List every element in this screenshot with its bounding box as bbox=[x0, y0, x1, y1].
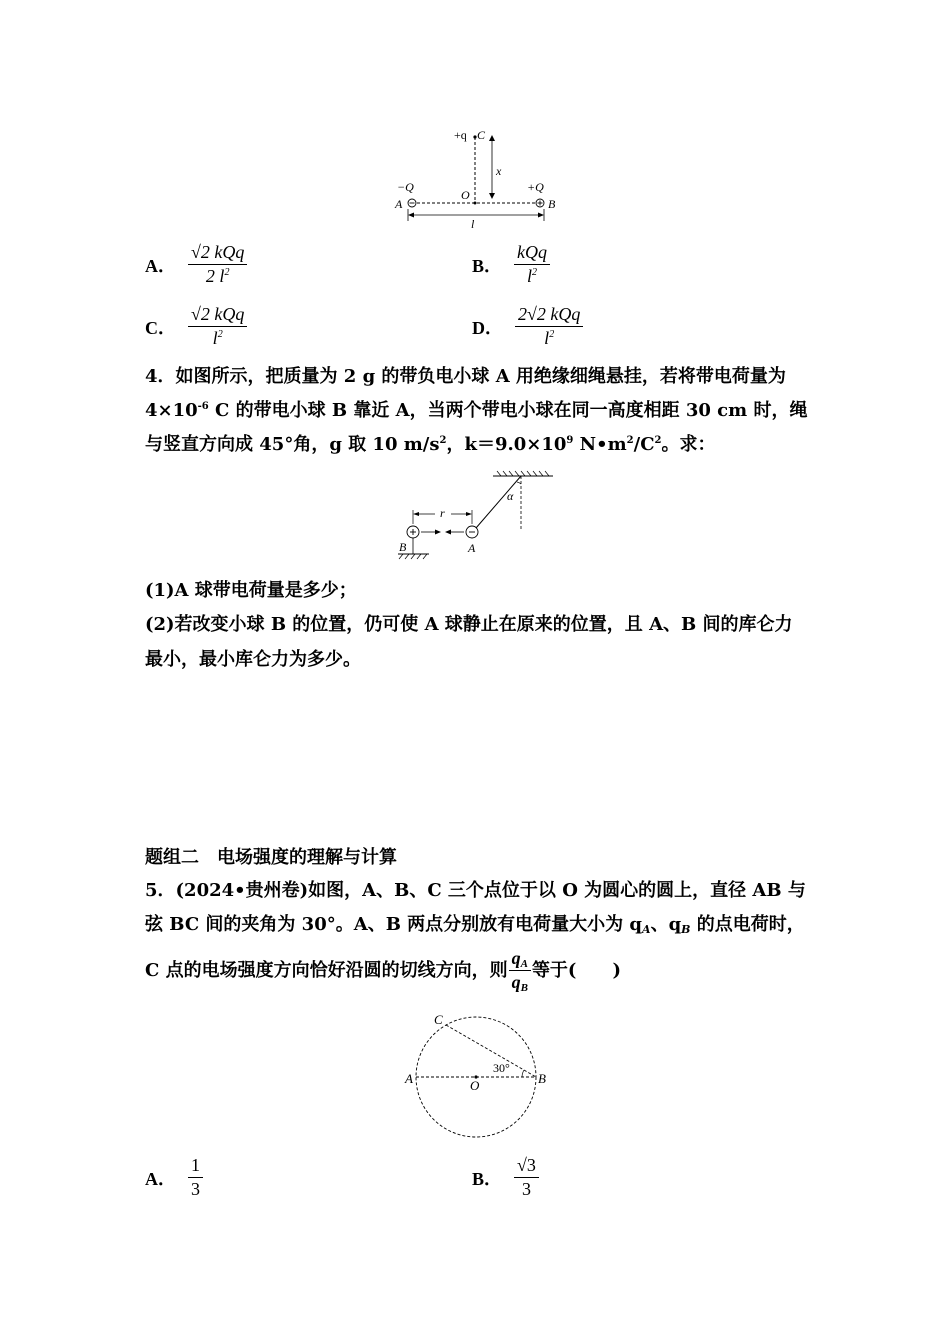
fig1-x-label: x bbox=[496, 164, 502, 178]
q4-line-3-c: N•m bbox=[573, 434, 627, 455]
q5-ratio-num-sub: A bbox=[520, 958, 528, 970]
figure-hanging-ball-diagram bbox=[393, 468, 558, 560]
fig2-b: B bbox=[399, 540, 407, 554]
option-b-fraction bbox=[514, 242, 550, 287]
option-a-fraction bbox=[188, 242, 247, 287]
q4-sub-1: (1)A 球带电荷量是多少； bbox=[145, 580, 357, 601]
q4-line-1: 4．如图所示，把质量为 2 g 的带负电小球 A 用绝缘细绳悬挂，若将带电荷量为 bbox=[145, 366, 786, 387]
fig1-point-a: A bbox=[395, 197, 403, 211]
q5-ratio-den-sub: B bbox=[520, 982, 528, 994]
option-d-numerator: 2√2 kQq bbox=[515, 304, 583, 327]
fig2-a: A bbox=[468, 541, 476, 555]
option-c-den-exp: 2 bbox=[217, 329, 223, 340]
fig3-angle: 30° bbox=[493, 1061, 510, 1075]
q5-option-b-label: B． bbox=[472, 1168, 503, 1189]
section-title: 题组二 电场强度的理解与计算 bbox=[145, 847, 397, 868]
q5-line-2-sub1: A bbox=[642, 923, 651, 936]
option-b-denominator: l bbox=[527, 266, 533, 286]
q4-sub-2-line-2: 最小，最小库仑力为多少。 bbox=[145, 649, 361, 670]
q5-option-b[interactable] bbox=[472, 1155, 539, 1200]
fig3-o: O bbox=[470, 1078, 480, 1093]
option-b-label: B． bbox=[472, 255, 503, 276]
q4-sub-2-line-1: (2)若改变小球 B 的位置，仍可使 A 球静止在原来的位置，且 A、B 间的库仑力 bbox=[145, 614, 793, 635]
option-d-fraction bbox=[515, 304, 583, 349]
fig2-alpha: α bbox=[507, 489, 514, 503]
fig1-left-charge: −Q bbox=[397, 180, 414, 194]
option-c-label: C． bbox=[145, 317, 176, 338]
q4-line-3-exp2: 9 bbox=[566, 435, 574, 446]
option-c-denominator: l bbox=[212, 328, 218, 348]
q5-ratio-num: q bbox=[511, 948, 521, 968]
q5-line-2-b: 、q bbox=[650, 914, 682, 935]
option-c-fraction bbox=[188, 304, 247, 349]
option-d[interactable] bbox=[472, 304, 583, 349]
option-a[interactable] bbox=[145, 242, 247, 287]
option-c-numerator: √2 kQq bbox=[188, 304, 247, 327]
q5-line-3-a: C 点的电场强度方向恰好沿圆的切线方向，则 bbox=[145, 959, 508, 981]
fig2-r: r bbox=[440, 506, 445, 520]
q4-line-3 bbox=[145, 436, 716, 454]
q5-ratio-den: q bbox=[511, 972, 521, 992]
fig1-top-charge: +q bbox=[454, 128, 467, 142]
option-d-label: D． bbox=[472, 317, 503, 338]
q5-line-2-a: 弦 BC 间的夹角为 30°。A、B 两点分别放有电荷量大小为 q bbox=[145, 914, 643, 935]
q5-line-3 bbox=[145, 948, 621, 993]
option-a-numerator: √2 kQq bbox=[188, 242, 247, 265]
q5-option-b-fraction bbox=[514, 1155, 539, 1200]
q5-option-a-numerator: 1 bbox=[188, 1155, 203, 1178]
q4-line-2-b: C 的带电小球 B 靠近 A，当两个带电小球在同一高度相距 30 cm 时，绳 bbox=[208, 400, 808, 421]
option-d-denominator: l bbox=[544, 328, 550, 348]
fig1-right-charge: +Q bbox=[527, 180, 544, 194]
option-a-label: A． bbox=[145, 255, 176, 276]
fig1-length-l: l bbox=[471, 217, 475, 231]
q5-option-a-label: A． bbox=[145, 1168, 176, 1189]
fig1-point-c: C bbox=[477, 128, 486, 142]
q4-line-3-a: 与竖直方向成 45°角，g 取 10 m/s bbox=[145, 434, 440, 455]
q5-line-2-c: 的点电荷时， bbox=[690, 914, 805, 935]
q4-line-2-exp: -6 bbox=[197, 401, 209, 412]
q4-line-2 bbox=[145, 402, 807, 420]
option-b[interactable] bbox=[472, 242, 550, 287]
option-b-den-exp: 2 bbox=[532, 267, 538, 278]
q4-line-3-d: /C bbox=[633, 434, 655, 455]
q5-ratio-fraction bbox=[509, 948, 531, 993]
q5-line-2-sub2: B bbox=[681, 923, 691, 936]
figure-circle-diagram bbox=[405, 1008, 550, 1143]
q5-option-a-fraction bbox=[188, 1155, 203, 1200]
q5-option-b-denominator: 3 bbox=[521, 1179, 531, 1199]
q5-line-3-b: 等于( ) bbox=[531, 959, 621, 981]
q5-option-a[interactable] bbox=[145, 1155, 203, 1200]
option-a-denominator: 2 l bbox=[205, 266, 225, 286]
q5-option-b-numerator: √3 bbox=[514, 1155, 539, 1178]
fig3-c: C bbox=[434, 1012, 443, 1027]
q4-line-3-e: 。求： bbox=[661, 434, 716, 455]
option-d-den-exp: 2 bbox=[549, 329, 555, 340]
q5-line-2 bbox=[145, 916, 805, 934]
fig1-point-b: B bbox=[548, 197, 556, 211]
q4-line-2-a: 4×10 bbox=[145, 400, 198, 421]
q4-line-3-b: ，k＝9.0×10 bbox=[446, 434, 567, 455]
option-b-numerator: kQq bbox=[514, 242, 550, 265]
q4-line-3-exp4: 2 bbox=[654, 435, 662, 446]
fig3-b: B bbox=[538, 1071, 546, 1086]
q5-option-a-denominator: 3 bbox=[191, 1179, 200, 1199]
q4-line-3-exp3: 2 bbox=[626, 435, 634, 446]
option-c[interactable] bbox=[145, 304, 247, 349]
q5-line-1: 5．(2024•贵州卷)如图，A、B、C 三个点位于以 O 为圆心的圆上，直径 AB 与 bbox=[145, 880, 806, 901]
fig3-a: A bbox=[405, 1071, 413, 1086]
option-a-den-exp: 2 bbox=[224, 267, 230, 278]
fig1-center-o: O bbox=[461, 188, 470, 202]
q4-line-3-exp1: 2 bbox=[439, 435, 447, 446]
